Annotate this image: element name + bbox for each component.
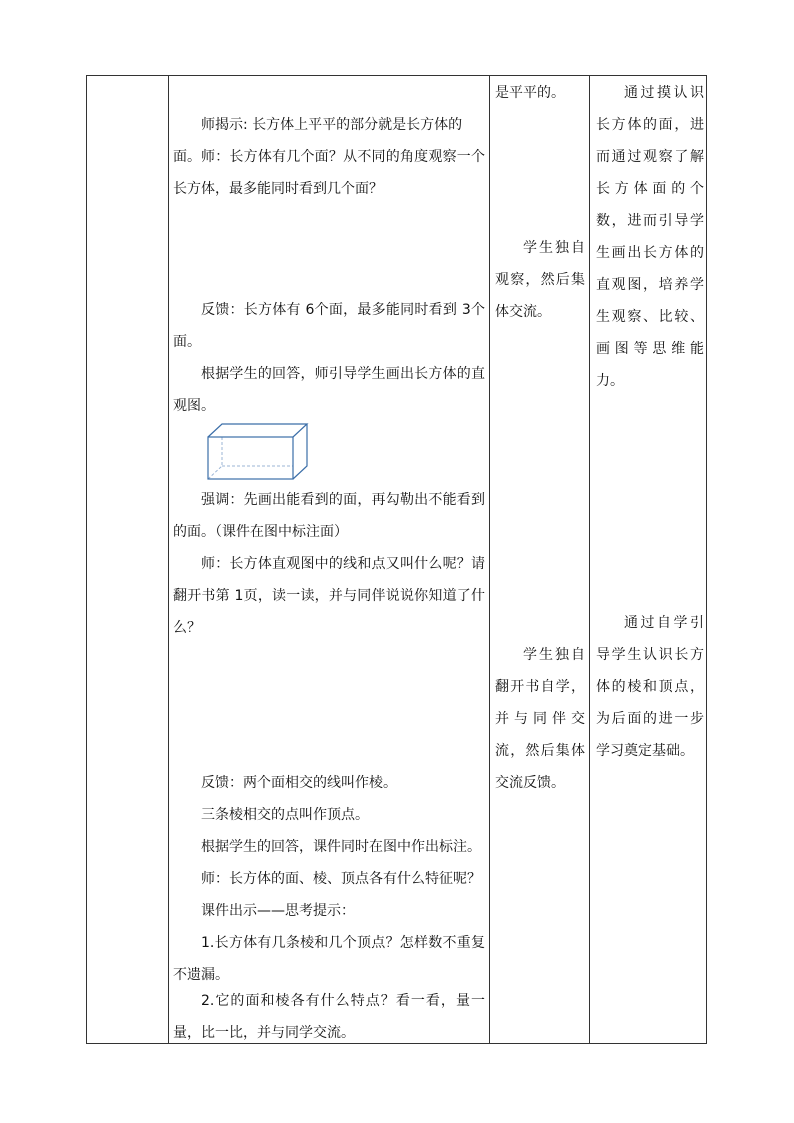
prompt-item-2: 2.它的面和棱各有什么特点？看一看，量一量，比一比，并与同学交流。 [173, 993, 485, 1041]
vertex-definition-text: 三条棱相交的点叫作顶点。 [201, 807, 369, 823]
hidden-edge-depth [208, 466, 222, 479]
emphasis-text: 强调：先画出能看到的面，再勾勒出不能看到的面。（课件在图中标注面） [173, 492, 485, 540]
student-answer-flat: 是平平的。 [495, 85, 565, 101]
teaching-process-cell [169, 75, 489, 1044]
thinking-prompt-heading: 课件出示——思考提示： [201, 903, 355, 919]
feedback-edge-text: 反馈：两个面相交的线叫作棱。 [201, 775, 397, 791]
teacher-question-lines-points: 师：长方体直观图中的线和点又叫什么呢？请翻开书第 1页，读一读，并与同伴说说你知道了什么？ [173, 556, 485, 636]
feedback-faces-text: 反馈：长方体有 6个面，最多能同时看到 3个面。 [173, 302, 485, 350]
intent-edges-vertices-text: 通过自学引导学生认识长方体的棱和顶点，为后面的进一步学习奠定基础。 [596, 615, 704, 759]
guide-drawing-text: 根据学生的回答，师引导学生画出长方体的直观图。 [173, 366, 485, 414]
courseware-annotation-text: 根据学生的回答，课件同时在图中作出标注。 [201, 839, 481, 855]
prompt-item-1: 1.长方体有几条棱和几个顶点？怎样数不重复不遗漏。 [173, 935, 485, 983]
front-face [208, 437, 293, 479]
student-activity-cell [490, 75, 589, 1044]
cuboid-diagram [205, 423, 315, 485]
intent-faces-text: 通过摸认识长方体的面，进而通过观察了解长方体面的个数，进而引导学生画出长方体的直观图，培养学生观察、比较、画图等思维能力。 [596, 85, 704, 389]
teacher-question-features: 师：长方体的面、棱、顶点各有什么特征呢？ [201, 871, 481, 887]
top-face [208, 424, 307, 437]
teacher-question-faces: 师：长方体有几个面？从不同的角度观察一个长方体，最多能同时看到几个面？ [173, 149, 485, 197]
student-observe-text: 学生独自观察，然后集体交流。 [495, 240, 585, 320]
design-intent-cell [590, 75, 707, 1044]
teacher-reveal-text: 师揭示: 长方体上平平的部分就是长方体的面。 [173, 117, 463, 165]
stage-column-cell [87, 75, 168, 1044]
side-face [293, 424, 307, 479]
student-self-study-text: 学生独自翻开书自学，并与同伴交流，然后集体交流反馈。 [495, 647, 585, 791]
